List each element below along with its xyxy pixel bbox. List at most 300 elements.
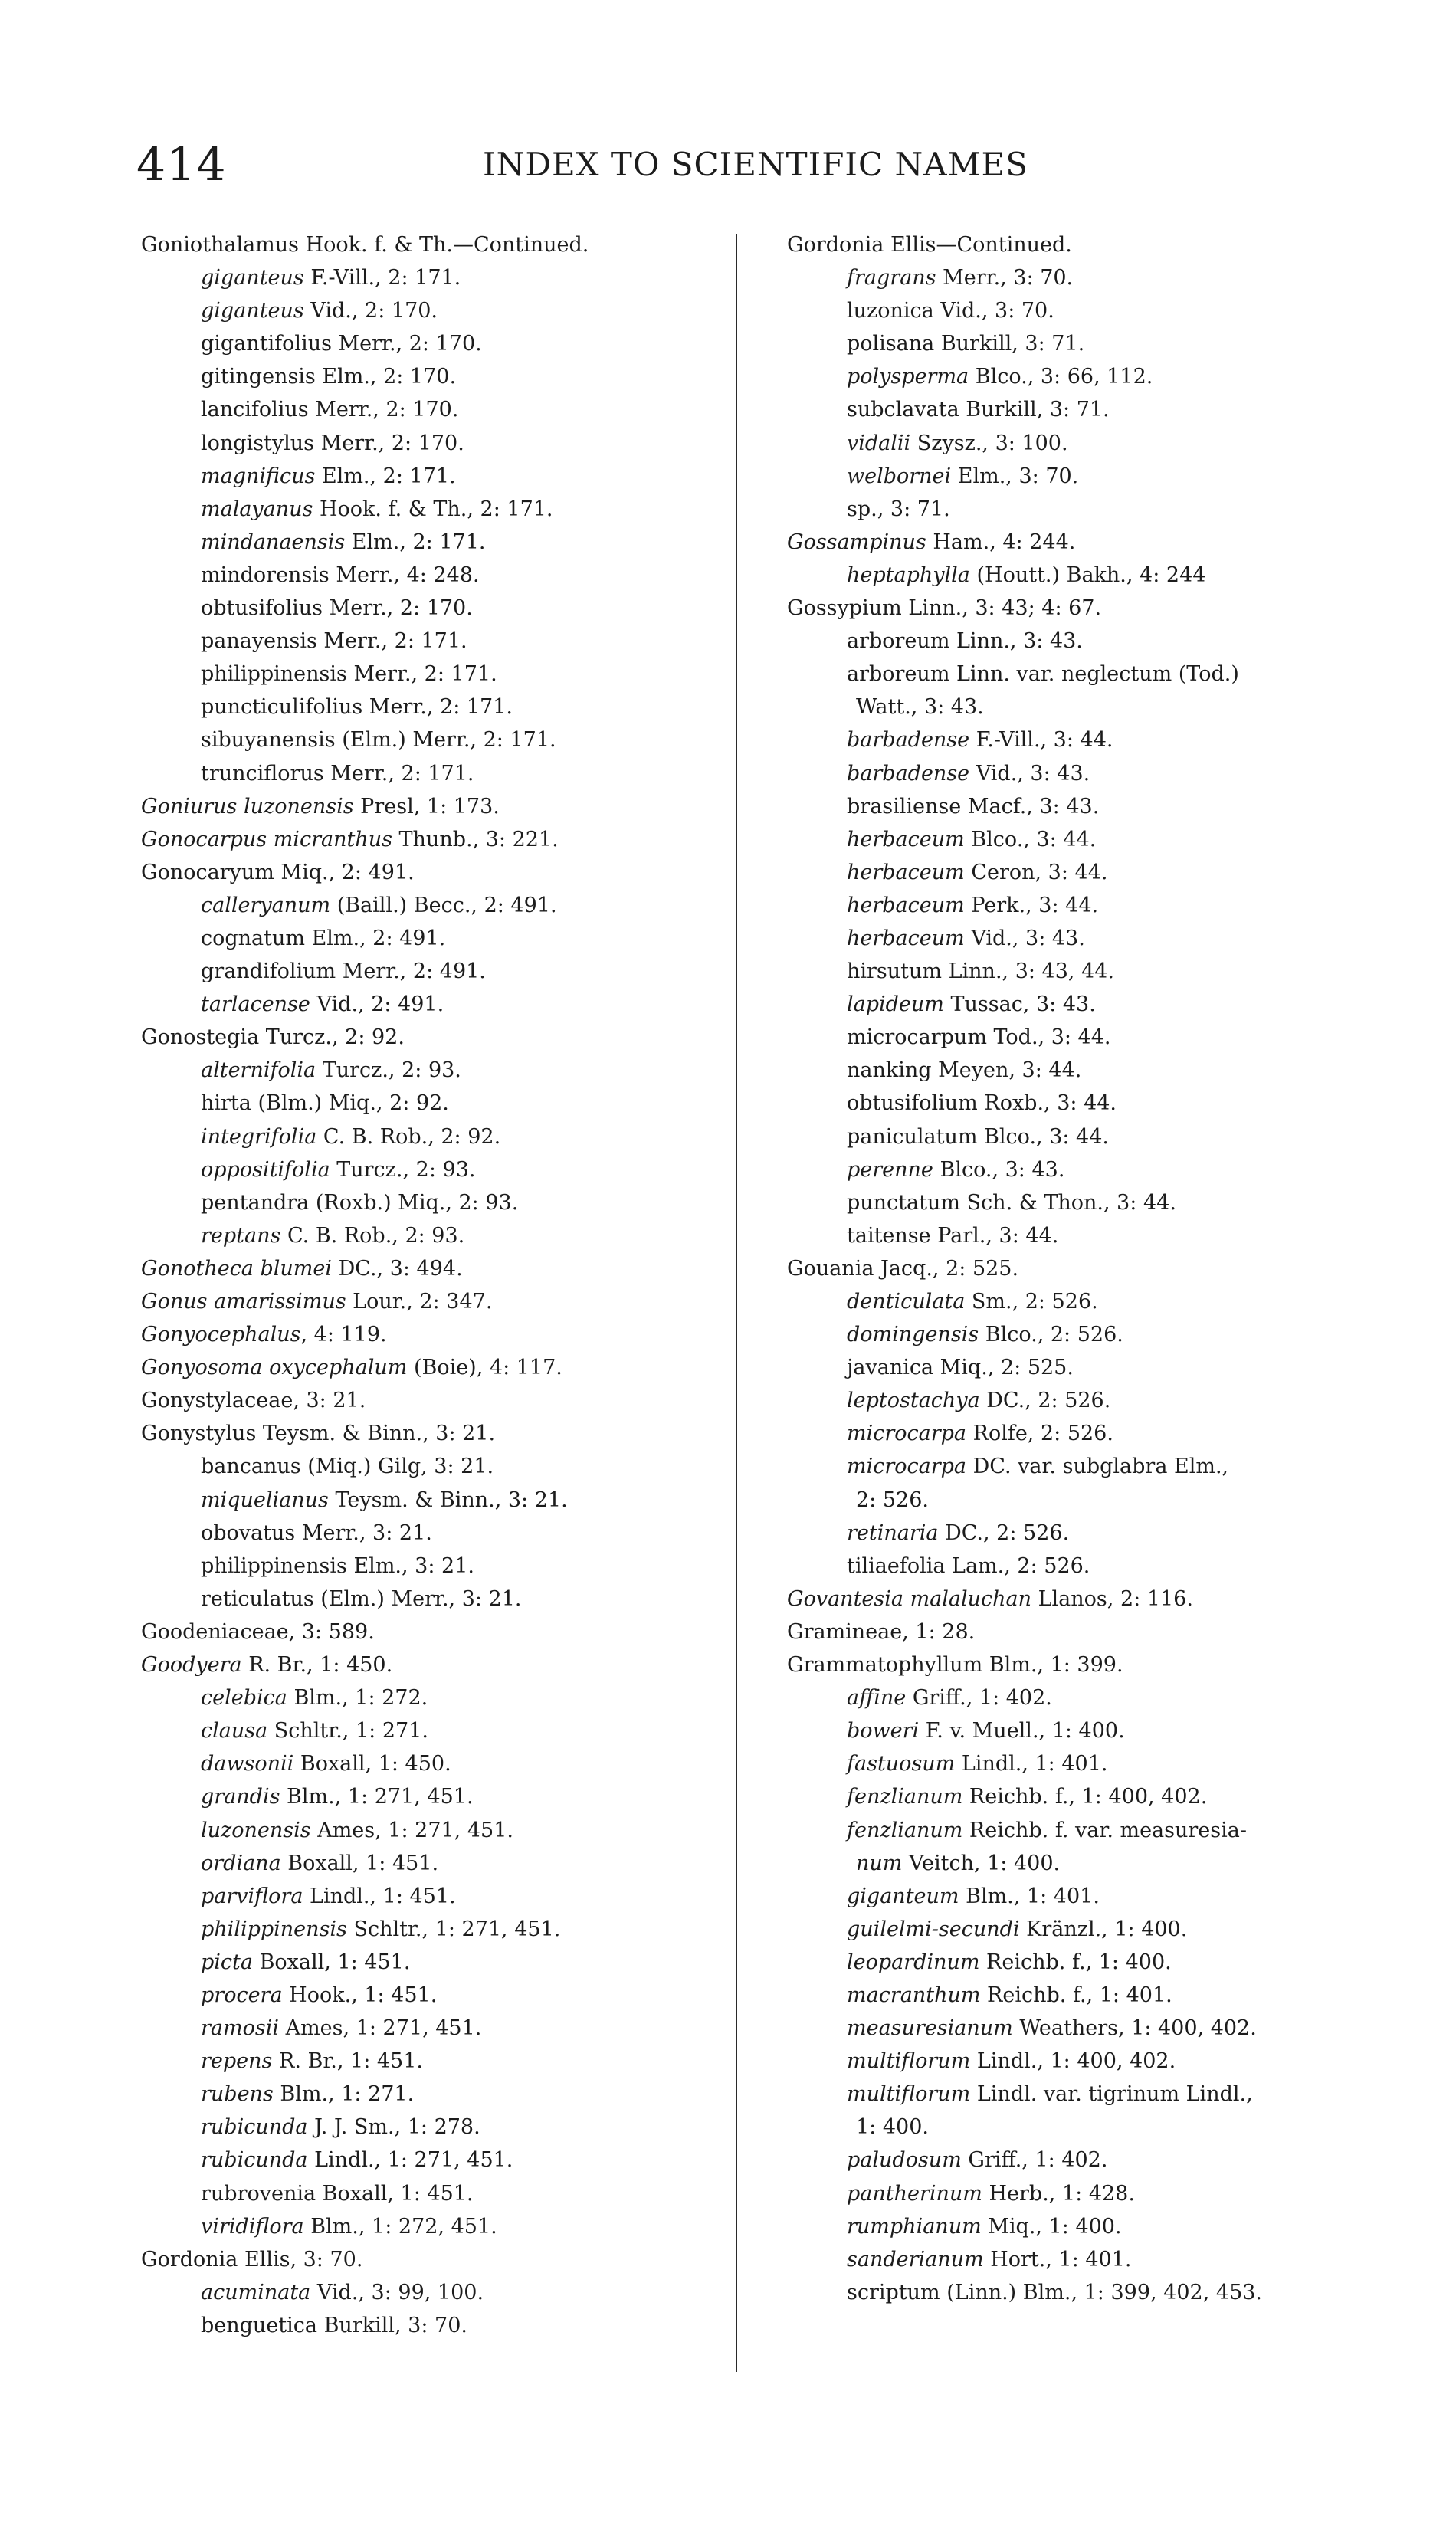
entry-text: sp., 3: 71. — [847, 497, 950, 521]
entry-text: Hook. f. & Th., 2: 171. — [313, 497, 553, 521]
entry-text: Reichb. f., 1: 400, 402. — [962, 1785, 1208, 1809]
entry-text: Ames, 1: 271, 451. — [279, 2016, 482, 2041]
entry-text: Gramineae, 1: 28. — [787, 1619, 976, 1644]
entry-name: fenzlianum — [847, 1785, 963, 1809]
entry-text: Blco., 2: 526. — [979, 1323, 1123, 1347]
index-entry — [762, 393, 1437, 426]
entry-text: (Houtt.) Bakh., 4: 244 — [969, 563, 1206, 587]
index-entry — [116, 658, 722, 690]
entry-name: grandis — [201, 1785, 280, 1809]
index-entry — [116, 1484, 722, 1517]
entry-text: nanking Meyen, 3: 44. — [847, 1058, 1082, 1083]
entry-name: num — [856, 1851, 903, 1875]
entry-name: denticulata — [847, 1290, 966, 1314]
entry-name: giganteus — [201, 299, 304, 323]
entry-text: R. Br., 1: 451. — [272, 2049, 423, 2074]
index-entry — [762, 1252, 1437, 1285]
index-entry — [116, 1550, 722, 1583]
entry-text: C. B. Rob., 2: 92. — [316, 1124, 501, 1149]
entry-name: picta — [201, 1950, 253, 1974]
entry-name: domingensis — [847, 1323, 979, 1347]
index-entry — [116, 2045, 722, 2078]
entry-text: Schltr., 1: 271, 451. — [346, 1917, 561, 1941]
entry-name: polysperma — [847, 365, 969, 389]
entry-text: hirta (Blm.) Miq., 2: 92. — [201, 1091, 449, 1116]
entry-name: Goniurus luzonensis — [141, 794, 354, 818]
entry-text: Herb., 1: 428. — [982, 2181, 1135, 2206]
index-entry — [116, 1054, 722, 1087]
index-entry — [116, 1615, 722, 1648]
index-entry — [762, 823, 1437, 856]
index-entry — [116, 1517, 722, 1550]
index-entry — [116, 1384, 722, 1417]
entry-text: Boxall, 1: 451. — [280, 1851, 439, 1875]
entry-name: perenne — [847, 1157, 933, 1182]
entry-name: fragrans — [847, 266, 936, 290]
entry-name: measuresianum — [847, 2016, 1013, 2041]
index-entry — [762, 2276, 1437, 2309]
entry-text: Reichb. f., 1: 400. — [979, 1950, 1172, 1974]
entry-text: Gordonia Ellis—Continued. — [787, 233, 1072, 257]
index-entry — [762, 2045, 1437, 2078]
entry-name: sanderianum — [847, 2247, 984, 2272]
entry-text: Grammatophyllum Blm., 1: 399. — [787, 1653, 1123, 1678]
index-entry — [116, 526, 722, 559]
index-entry — [762, 1153, 1437, 1186]
entry-name: vidalii — [847, 431, 911, 455]
entry-text: Gonystylaceae, 3: 21. — [141, 1389, 366, 1413]
entry-text: Blm., 1: 272. — [287, 1686, 428, 1711]
index-entry — [762, 1747, 1437, 1780]
column-divider — [736, 234, 737, 2372]
entry-name: Gonyocephalus — [141, 1323, 301, 1347]
entry-name: boweri — [847, 1719, 920, 1743]
entry-text: Elm., 3: 70. — [951, 464, 1079, 488]
index-entry — [762, 1681, 1437, 1714]
entry-text: javanica Miq., 2: 525. — [847, 1356, 1074, 1380]
entry-name: Govantesia malaluchan — [787, 1586, 1032, 1611]
entry-text: Blco., 3: 43. — [933, 1157, 1065, 1182]
entry-name: alternifolia — [201, 1058, 316, 1083]
entry-text: longistylus Merr., 2: 170. — [201, 431, 464, 455]
index-entry — [116, 2078, 722, 2111]
entry-text: Vid., 2: 170. — [303, 299, 438, 323]
index-entry — [762, 2243, 1437, 2276]
entry-text: subclavata Burkill, 3: 71. — [847, 398, 1110, 422]
entry-text: Merr., 3: 70. — [936, 266, 1074, 290]
index-entry — [762, 856, 1437, 889]
entry-text: microcarpum Tod., 3: 44. — [847, 1025, 1111, 1050]
entry-text: Lour., 2: 347. — [346, 1290, 493, 1314]
index-entry — [762, 592, 1437, 625]
entry-name: pantherinum — [847, 2181, 982, 2206]
entry-text: Teysm. & Binn., 3: 21. — [328, 1488, 568, 1512]
entry-name: leopardinum — [847, 1950, 980, 1974]
index-entry — [116, 2177, 722, 2210]
entry-name: microcarpa — [847, 1455, 967, 1479]
entry-text: , 4: 119. — [300, 1323, 387, 1347]
entry-text: Lindl., 1: 400, 402. — [970, 2049, 1176, 2074]
index-entry — [762, 2144, 1437, 2176]
index-entry — [762, 1550, 1437, 1583]
index-entry — [762, 1417, 1437, 1450]
index-entry — [116, 1747, 722, 1780]
entry-text: Goniothalamus Hook. f. & Th.—Continued. — [141, 233, 589, 257]
entry-text: Elm., 2: 171. — [345, 530, 486, 554]
entry-text: Watt., 3: 43. — [856, 695, 984, 720]
index-entry — [762, 757, 1437, 790]
entry-text: Hort., 1: 401. — [983, 2247, 1132, 2272]
index-entry — [116, 922, 722, 955]
entry-text: F.-Vill., 2: 171. — [303, 266, 461, 290]
entry-text: F.-Vill., 3: 44. — [969, 728, 1113, 753]
entry-text: benguetica Burkill, 3: 70. — [201, 2313, 467, 2337]
index-entry — [116, 1021, 722, 1054]
entry-text: Lindl. var. tigrinum Lindl., — [970, 2082, 1253, 2107]
entry-text: (Boie), 4: 117. — [407, 1356, 562, 1380]
entry-text: R. Br., 1: 450. — [241, 1653, 393, 1678]
entry-text: 1: 400. — [856, 2115, 929, 2140]
entry-name: herbaceum — [847, 860, 965, 884]
index-entry — [116, 2111, 722, 2144]
entry-name: Gonotheca blumei — [141, 1256, 333, 1281]
entry-name: procera — [201, 1983, 283, 2007]
entry-name: welbornei — [847, 464, 952, 488]
index-entry — [116, 1285, 722, 1318]
index-entry — [116, 790, 722, 823]
entry-name: rubens — [201, 2082, 274, 2107]
entry-name: barbadense — [847, 728, 970, 753]
index-entry — [762, 1087, 1437, 1120]
entry-text: Vid., 3: 99, 100. — [310, 2280, 484, 2304]
entry-text: Sm., 2: 526. — [965, 1290, 1098, 1314]
index-entry — [116, 1087, 722, 1120]
entry-text: Perk., 3: 44. — [964, 893, 1099, 917]
entry-text: Thunb., 3: 221. — [392, 827, 559, 851]
index-entry — [116, 723, 722, 756]
index-entry — [762, 889, 1437, 922]
index-entry — [762, 1351, 1437, 1384]
entry-name: Goodyera — [141, 1653, 242, 1678]
index-entry — [116, 1979, 722, 2012]
entry-name: acuminata — [201, 2280, 311, 2304]
index-entry — [116, 360, 722, 393]
entry-text: obtusifolium Roxb., 3: 44. — [847, 1091, 1117, 1116]
entry-text: lancifolius Merr., 2: 170. — [201, 398, 459, 422]
index-entry — [116, 460, 722, 493]
entry-text: Boxall, 1: 450. — [293, 1752, 451, 1776]
entry-name: calleryanum — [201, 893, 331, 917]
entry-name: herbaceum — [847, 926, 965, 950]
index-entry — [116, 1417, 722, 1450]
index-entry — [116, 1714, 722, 1747]
index-entry — [116, 327, 722, 360]
entry-text: philippinensis Elm., 3: 21. — [201, 1553, 474, 1578]
index-entry — [116, 2309, 722, 2342]
entry-name: repens — [201, 2049, 273, 2074]
index-entry — [762, 658, 1437, 690]
entry-name: Gonyosoma oxycephalum — [141, 1356, 408, 1380]
page-number: 414 — [136, 138, 227, 192]
entry-name: retinaria — [847, 1520, 939, 1545]
index-entry — [762, 988, 1437, 1021]
entry-text: Vid., 3: 43. — [969, 761, 1090, 786]
entry-text: DC., 3: 494. — [332, 1256, 463, 1281]
entry-text: gitingensis Elm., 2: 170. — [201, 365, 457, 389]
entry-text: Veitch, 1: 400. — [902, 1851, 1061, 1875]
index-entry — [762, 955, 1437, 988]
entry-name: reptans — [201, 1223, 281, 1248]
entry-name: fastuosum — [847, 1752, 956, 1776]
entry-text: Blm., 1: 271, 451. — [280, 1785, 474, 1809]
entry-text: paniculatum Blco., 3: 44. — [847, 1124, 1109, 1149]
entry-text: DC., 2: 526. — [979, 1389, 1111, 1413]
index-entry — [116, 2276, 722, 2309]
index-entry — [116, 1681, 722, 1714]
index-entry — [116, 1318, 722, 1351]
entry-text: taitense Parl., 3: 44. — [847, 1223, 1059, 1248]
index-entry — [762, 1979, 1437, 2012]
entry-text: Lindl., 1: 271, 451. — [307, 2148, 513, 2173]
entry-text: reticulatus (Elm.) Merr., 3: 21. — [201, 1586, 522, 1611]
index-entry — [116, 1153, 722, 1186]
entry-name: viridiflora — [201, 2214, 304, 2239]
entry-text: Lindl., 1: 451. — [303, 1884, 456, 1908]
entry-text: Turcz., 2: 93. — [330, 1157, 476, 1182]
entry-name: heptaphylla — [847, 563, 970, 587]
index-entry — [116, 427, 722, 460]
entry-text: Ames, 1: 271, 451. — [310, 1818, 513, 1842]
index-column-right — [762, 228, 1437, 2309]
index-entry — [762, 1880, 1437, 1913]
entry-name: miquelianus — [201, 1488, 329, 1512]
entry-name: macranthum — [847, 1983, 981, 2007]
entry-text: Kränzl., 1: 400. — [1019, 1917, 1188, 1941]
index-entry — [116, 1780, 722, 1813]
index-entry — [116, 1219, 722, 1252]
index-entry — [116, 2210, 722, 2243]
index-entry — [762, 2210, 1437, 2243]
entry-text: 2: 526. — [856, 1488, 929, 1512]
entry-name: Gonocarpus micranthus — [141, 827, 392, 851]
entry-text: Elm., 2: 171. — [315, 464, 456, 488]
entry-name: philippinensis — [201, 1917, 347, 1941]
index-entry — [116, 823, 722, 856]
entry-text: gigantifolius Merr., 2: 170. — [201, 332, 482, 356]
index-entry — [116, 955, 722, 988]
index-entry — [762, 1450, 1437, 1483]
index-column-left — [116, 228, 722, 2342]
entry-text: Gonostegia Turcz., 2: 92. — [141, 1025, 405, 1050]
index-entry — [762, 493, 1437, 526]
entry-name: tarlacense — [201, 992, 310, 1017]
entry-text: Vid., 3: 43. — [964, 926, 1085, 950]
entry-name: herbaceum — [847, 827, 965, 851]
index-entry — [762, 460, 1437, 493]
entry-text: sibuyanensis (Elm.) Merr., 2: 171. — [201, 728, 556, 753]
entry-text: luzonica Vid., 3: 70. — [847, 299, 1054, 323]
entry-text: Gouania Jacq., 2: 525. — [787, 1256, 1019, 1281]
entry-text: Rolfe, 2: 526. — [966, 1422, 1113, 1446]
index-entry — [762, 1384, 1437, 1417]
index-entry — [762, 2111, 1437, 2144]
entry-name: rumphianum — [847, 2214, 982, 2239]
index-entry — [762, 1484, 1437, 1517]
entry-name: microcarpa — [847, 1422, 967, 1446]
index-entry — [116, 625, 722, 658]
entry-text: hirsutum Linn., 3: 43, 44. — [847, 959, 1115, 984]
entry-text: grandifolium Merr., 2: 491. — [201, 959, 486, 984]
entry-text: puncticulifolius Merr., 2: 171. — [201, 695, 513, 720]
index-entry — [762, 2012, 1437, 2045]
index-entry — [762, 723, 1437, 756]
index-entry — [762, 2078, 1437, 2111]
index-entry — [762, 1054, 1437, 1087]
index-entry — [116, 2012, 722, 2045]
index-entry — [116, 1450, 722, 1483]
entry-name: rubicunda — [201, 2115, 308, 2140]
index-entry — [116, 1186, 722, 1219]
entry-text: philippinensis Merr., 2: 171. — [201, 662, 497, 687]
entry-text: Blco., 3: 66, 112. — [969, 365, 1153, 389]
entry-text: arboreum Linn. var. neglectum (Tod.) — [847, 662, 1239, 687]
entry-text: DC. var. subglabra Elm., — [966, 1455, 1229, 1479]
entry-text: bancanus (Miq.) Gilg, 3: 21. — [201, 1455, 494, 1479]
entry-text: Vid., 2: 491. — [310, 992, 444, 1017]
index-entry — [762, 360, 1437, 393]
index-entry — [762, 1583, 1437, 1615]
entry-name: multiflorum — [847, 2082, 971, 2107]
index-entry — [116, 1583, 722, 1615]
index-entry — [762, 327, 1437, 360]
entry-name: rubicunda — [201, 2148, 308, 2173]
index-entry — [762, 1814, 1437, 1847]
entry-text: Reichb. f. var. measuresia- — [962, 1818, 1248, 1842]
entry-text: obovatus Merr., 3: 21. — [201, 1520, 432, 1545]
entry-text: pentandra (Roxb.) Miq., 2: 93. — [201, 1190, 519, 1215]
entry-text: Gordonia Ellis, 3: 70. — [141, 2247, 363, 2272]
index-entry — [762, 1186, 1437, 1219]
index-entry — [762, 526, 1437, 559]
entry-name: barbadense — [847, 761, 970, 786]
index-entry — [762, 1648, 1437, 1681]
index-entry — [762, 1714, 1437, 1747]
index-entry — [116, 1880, 722, 1913]
index-entry — [762, 1021, 1437, 1054]
index-entry — [116, 690, 722, 723]
entry-text: Schltr., 1: 271. — [267, 1719, 428, 1743]
index-entry — [116, 592, 722, 625]
entry-name: giganteus — [201, 266, 304, 290]
entry-text: polisana Burkill, 3: 71. — [847, 332, 1085, 356]
index-entry — [116, 988, 722, 1021]
entry-name: giganteum — [847, 1884, 959, 1908]
index-entry — [116, 228, 722, 261]
entry-text: Blm., 1: 272, 451. — [303, 2214, 497, 2239]
entry-name: Gonus amarissimus — [141, 1290, 346, 1314]
entry-name: magnificus — [201, 464, 316, 488]
index-entry — [762, 1946, 1437, 1979]
index-entry — [762, 1847, 1437, 1880]
index-entry — [762, 1913, 1437, 1946]
entry-name: clausa — [201, 1719, 268, 1743]
entry-text: Gossypium Linn., 3: 43; 4: 67. — [787, 596, 1102, 621]
index-entry — [116, 2243, 722, 2276]
entry-text: Miq., 1: 400. — [981, 2214, 1122, 2239]
entry-text: Reichb. f., 1: 401. — [980, 1983, 1172, 2007]
index-entry — [762, 1615, 1437, 1648]
index-entry — [116, 889, 722, 922]
entry-text: obtusifolius Merr., 2: 170. — [201, 596, 473, 621]
entry-text: rubrovenia Boxall, 1: 451. — [201, 2181, 474, 2206]
entry-text: Turcz., 2: 93. — [316, 1058, 461, 1083]
entry-name: guilelmi-secundi — [847, 1917, 1020, 1941]
entry-name: malayanus — [201, 497, 313, 521]
index-entry — [762, 790, 1437, 823]
index-entry — [762, 1780, 1437, 1813]
entry-name: Gossampinus — [787, 530, 926, 554]
entry-text: cognatum Elm., 2: 491. — [201, 926, 446, 950]
index-entry — [762, 690, 1437, 723]
entry-name: parviflora — [201, 1884, 303, 1908]
entry-text: Griff., 1: 402. — [906, 1686, 1052, 1711]
entry-text: brasiliense Macf., 3: 43. — [847, 794, 1100, 818]
entry-text: punctatum Sch. & Thon., 3: 44. — [847, 1190, 1176, 1215]
entry-name: lapideum — [847, 992, 944, 1017]
entry-text: Weathers, 1: 400, 402. — [1012, 2016, 1257, 2041]
index-entry — [762, 1285, 1437, 1318]
index-entry — [116, 1648, 722, 1681]
index-entry — [116, 1847, 722, 1880]
index-entry — [762, 1517, 1437, 1550]
entry-text: Goodeniaceae, 3: 589. — [141, 1619, 375, 1644]
index-entry — [116, 1351, 722, 1384]
index-entry — [762, 1219, 1437, 1252]
entry-text: arboreum Linn., 3: 43. — [847, 629, 1083, 654]
index-entry — [116, 2144, 722, 2176]
index-entry — [116, 1913, 722, 1946]
entry-text: C. B. Rob., 2: 93. — [280, 1223, 465, 1248]
entry-name: mindanaensis — [201, 530, 346, 554]
entry-name: fenzlianum — [847, 1818, 963, 1842]
index-entry — [762, 261, 1437, 294]
entry-text: Ceron, 3: 44. — [964, 860, 1108, 884]
entry-text: Blco., 3: 44. — [964, 827, 1097, 851]
entry-name: celebica — [201, 1686, 287, 1711]
index-entry — [116, 261, 722, 294]
index-entry — [762, 427, 1437, 460]
entry-text: Lindl., 1: 401. — [955, 1752, 1108, 1776]
entry-text: Blm., 1: 271. — [273, 2082, 415, 2107]
index-entry — [762, 2177, 1437, 2210]
entry-text: J. J. Sm., 1: 278. — [307, 2115, 480, 2140]
entry-text: Hook., 1: 451. — [282, 1983, 438, 2007]
entry-name: ordiana — [201, 1851, 281, 1875]
entry-text: mindorensis Merr., 4: 248. — [201, 563, 480, 587]
entry-name: ramosii — [201, 2016, 279, 2041]
entry-name: affine — [847, 1686, 907, 1711]
entry-name: leptostachya — [847, 1389, 980, 1413]
index-entry — [762, 559, 1437, 592]
index-entry — [116, 393, 722, 426]
index-entry — [116, 1814, 722, 1847]
entry-text: tiliaefolia Lam., 2: 526. — [847, 1553, 1090, 1578]
entry-name: integrifolia — [201, 1124, 317, 1149]
index-entry — [116, 1120, 722, 1153]
index-entry — [116, 294, 722, 327]
index-entry — [116, 559, 722, 592]
entry-text: Ham., 4: 244. — [926, 530, 1076, 554]
